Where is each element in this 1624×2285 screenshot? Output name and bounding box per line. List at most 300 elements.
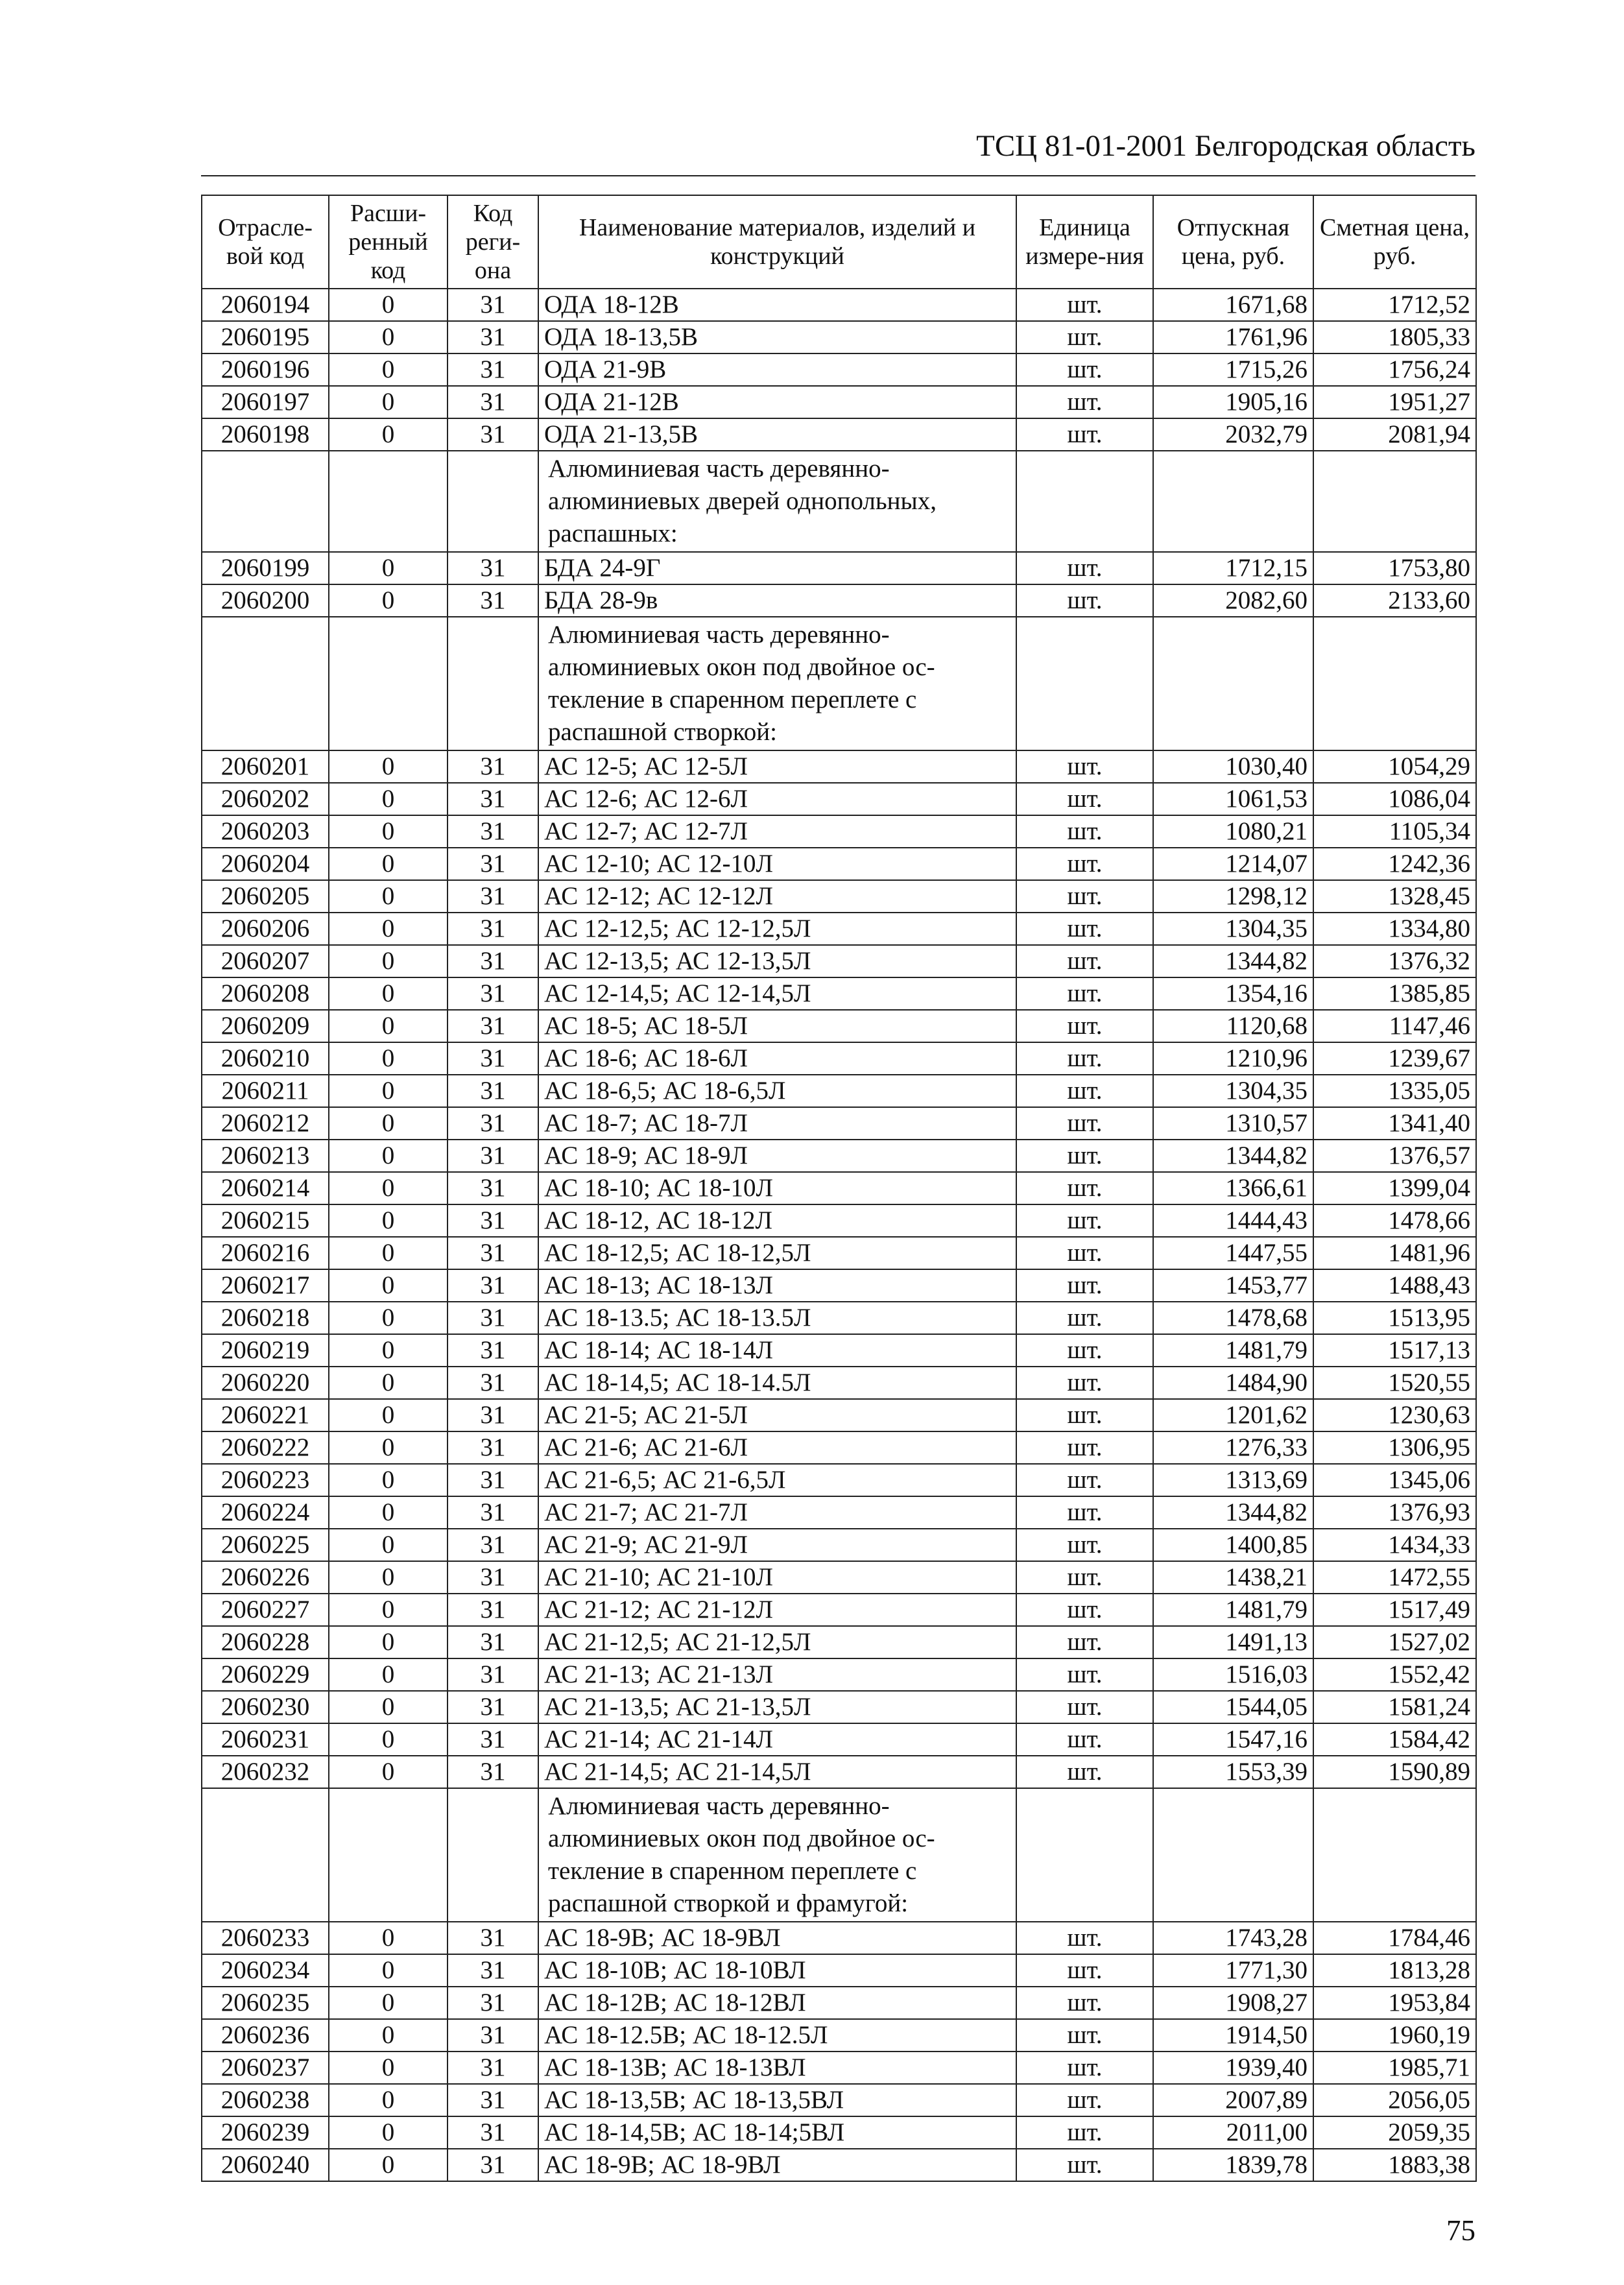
cell-code: 2060210 — [202, 1042, 329, 1075]
cell-name: АС 12-12; АС 12-12Л — [538, 880, 1016, 913]
cell-release-price: 1354,16 — [1153, 977, 1313, 1010]
table-row — [202, 552, 1476, 584]
cell-region-code: 31 — [448, 913, 538, 945]
cell-name: АС 21-14; АС 21-14Л — [538, 1723, 1016, 1756]
cell-release-price: 1120,68 — [1153, 1010, 1313, 1042]
cell-region-code: 31 — [448, 783, 538, 815]
cell-unit: шт. — [1016, 750, 1153, 783]
cell-name: АС 21-12,5; АС 21-12,5Л — [538, 1626, 1016, 1658]
table-row — [202, 418, 1476, 451]
cell-region-code: 31 — [448, 1042, 538, 1075]
empty-cell — [329, 1788, 448, 1922]
col-header-estimate-price: Сметная цена, руб. — [1313, 195, 1476, 289]
cell-region-code: 31 — [448, 353, 538, 386]
cell-estimate-price: 1883,38 — [1313, 2149, 1476, 2181]
table-row — [202, 1269, 1476, 1302]
empty-cell — [1153, 451, 1313, 552]
cell-code: 2060194 — [202, 289, 329, 321]
table-row — [202, 1496, 1476, 1529]
cell-region-code: 31 — [448, 1529, 538, 1561]
cell-region-code: 31 — [448, 815, 538, 848]
cell-release-price: 1481,79 — [1153, 1594, 1313, 1626]
table-row — [202, 848, 1476, 880]
cell-code: 2060239 — [202, 2116, 329, 2149]
table-row — [202, 2052, 1476, 2084]
cell-region-code: 31 — [448, 1756, 538, 1788]
cell-code: 2060225 — [202, 1529, 329, 1561]
cell-unit: шт. — [1016, 289, 1153, 321]
table-row — [202, 1691, 1476, 1723]
cell-estimate-price: 1472,55 — [1313, 1561, 1476, 1594]
table-row — [202, 750, 1476, 783]
cell-code: 2060216 — [202, 1237, 329, 1269]
cell-release-price: 1276,33 — [1153, 1431, 1313, 1464]
cell-release-price: 1444,43 — [1153, 1204, 1313, 1237]
cell-unit: шт. — [1016, 1561, 1153, 1594]
cell-estimate-price: 1147,46 — [1313, 1010, 1476, 1042]
table-row — [202, 1723, 1476, 1756]
empty-cell — [448, 1788, 538, 1922]
cell-name: АС 21-12; АС 21-12Л — [538, 1594, 1016, 1626]
cell-estimate-price: 1434,33 — [1313, 1529, 1476, 1561]
cell-name: АС 21-6; АС 21-6Л — [538, 1431, 1016, 1464]
cell-name: АС 21-13,5; АС 21-13,5Л — [538, 1691, 1016, 1723]
cell-name: ОДА 21-9В — [538, 353, 1016, 386]
cell-estimate-price: 1105,34 — [1313, 815, 1476, 848]
cell-name: АС 12-7; АС 12-7Л — [538, 815, 1016, 848]
table-row — [202, 1529, 1476, 1561]
empty-cell — [1313, 1788, 1476, 1922]
cell-unit: шт. — [1016, 815, 1153, 848]
cell-release-price: 1516,03 — [1153, 1658, 1313, 1691]
cell-name: АС 18-5; АС 18-5Л — [538, 1010, 1016, 1042]
cell-unit: шт. — [1016, 584, 1153, 617]
cell-code: 2060240 — [202, 2149, 329, 2181]
cell-region-code: 31 — [448, 584, 538, 617]
cell-release-price: 1304,35 — [1153, 913, 1313, 945]
cell-region-code: 31 — [448, 1464, 538, 1496]
table-row — [202, 321, 1476, 353]
cell-extended-code: 0 — [329, 1658, 448, 1691]
cell-extended-code: 0 — [329, 1723, 448, 1756]
cell-extended-code: 0 — [329, 353, 448, 386]
cell-estimate-price: 1488,43 — [1313, 1269, 1476, 1302]
table-row — [202, 880, 1476, 913]
cell-region-code: 31 — [448, 945, 538, 977]
cell-region-code: 31 — [448, 1723, 538, 1756]
cell-extended-code: 0 — [329, 1464, 448, 1496]
cell-estimate-price: 1517,13 — [1313, 1334, 1476, 1367]
cell-estimate-price: 1230,63 — [1313, 1399, 1476, 1431]
col-header-unit: Единица измере-ния — [1016, 195, 1153, 289]
cell-code: 2060206 — [202, 913, 329, 945]
cell-unit: шт. — [1016, 1594, 1153, 1626]
cell-release-price: 1447,55 — [1153, 1237, 1313, 1269]
cell-extended-code: 0 — [329, 848, 448, 880]
cell-extended-code: 0 — [329, 1561, 448, 1594]
cell-extended-code: 0 — [329, 1594, 448, 1626]
cell-name: БДА 28-9в — [538, 584, 1016, 617]
cell-unit: шт. — [1016, 1367, 1153, 1399]
cell-release-price: 1210,96 — [1153, 1042, 1313, 1075]
table-row — [202, 1140, 1476, 1172]
cell-extended-code: 0 — [329, 1075, 448, 1107]
col-header-region-code: Код реги-она — [448, 195, 538, 289]
cell-unit: шт. — [1016, 880, 1153, 913]
cell-region-code: 31 — [448, 880, 538, 913]
cell-estimate-price: 1376,93 — [1313, 1496, 1476, 1529]
cell-estimate-price: 1399,04 — [1313, 1172, 1476, 1204]
cell-release-price: 1080,21 — [1153, 815, 1313, 848]
table-row — [202, 1172, 1476, 1204]
cell-name: АС 21-6,5; АС 21-6,5Л — [538, 1464, 1016, 1496]
cell-unit: шт. — [1016, 1075, 1153, 1107]
cell-unit: шт. — [1016, 552, 1153, 584]
table-row — [202, 1302, 1476, 1334]
cell-unit: шт. — [1016, 2116, 1153, 2149]
cell-extended-code: 0 — [329, 1172, 448, 1204]
cell-code: 2060219 — [202, 1334, 329, 1367]
cell-estimate-price: 1328,45 — [1313, 880, 1476, 913]
cell-unit: шт. — [1016, 1464, 1153, 1496]
cell-region-code: 31 — [448, 1237, 538, 1269]
cell-region-code: 31 — [448, 1140, 538, 1172]
cell-unit: шт. — [1016, 1399, 1153, 1431]
cell-extended-code: 0 — [329, 552, 448, 584]
empty-cell — [329, 451, 448, 552]
table-row — [202, 1626, 1476, 1658]
cell-code: 2060235 — [202, 1987, 329, 2019]
cell-extended-code: 0 — [329, 1042, 448, 1075]
cell-name: АС 18-9В; АС 18-9ВЛ — [538, 2149, 1016, 2181]
table-row — [202, 2149, 1476, 2181]
cell-release-price: 1344,82 — [1153, 1140, 1313, 1172]
cell-estimate-price: 1813,28 — [1313, 1954, 1476, 1987]
cell-estimate-price: 2056,05 — [1313, 2084, 1476, 2116]
cell-estimate-price: 1805,33 — [1313, 321, 1476, 353]
cell-unit: шт. — [1016, 1042, 1153, 1075]
cell-name: АС 12-5; АС 12-5Л — [538, 750, 1016, 783]
cell-extended-code: 0 — [329, 1431, 448, 1464]
cell-estimate-price: 1086,04 — [1313, 783, 1476, 815]
table-row — [202, 1042, 1476, 1075]
cell-release-price: 1771,30 — [1153, 1954, 1313, 1987]
cell-name: АС 18-12В; АС 18-12ВЛ — [538, 1987, 1016, 2019]
cell-name: АС 18-14,5; АС 18-14.5Л — [538, 1367, 1016, 1399]
cell-region-code: 31 — [448, 2084, 538, 2116]
cell-unit: шт. — [1016, 1756, 1153, 1788]
cell-unit: шт. — [1016, 321, 1153, 353]
cell-region-code: 31 — [448, 848, 538, 880]
cell-extended-code: 0 — [329, 2116, 448, 2149]
cell-extended-code: 0 — [329, 1237, 448, 1269]
cell-region-code: 31 — [448, 2052, 538, 2084]
cell-region-code: 31 — [448, 1302, 538, 1334]
cell-code: 2060207 — [202, 945, 329, 977]
cell-extended-code: 0 — [329, 2052, 448, 2084]
cell-release-price: 1030,40 — [1153, 750, 1313, 783]
cell-region-code: 31 — [448, 1075, 538, 1107]
cell-unit: шт. — [1016, 1431, 1153, 1464]
table-header-row — [202, 195, 1476, 289]
cell-code: 2060203 — [202, 815, 329, 848]
col-header-release-price: Отпускная цена, руб. — [1153, 195, 1313, 289]
cell-code: 2060238 — [202, 2084, 329, 2116]
cell-region-code: 31 — [448, 1269, 538, 1302]
cell-region-code: 31 — [448, 1010, 538, 1042]
cell-code: 2060227 — [202, 1594, 329, 1626]
cell-name: АС 12-14,5; АС 12-14,5Л — [538, 977, 1016, 1010]
cell-name: ОДА 18-12В — [538, 289, 1016, 321]
cell-extended-code: 0 — [329, 913, 448, 945]
cell-unit: шт. — [1016, 1658, 1153, 1691]
table-body — [202, 289, 1476, 2181]
cell-name: АС 18-10В; АС 18-10ВЛ — [538, 1954, 1016, 1987]
cell-unit: шт. — [1016, 418, 1153, 451]
empty-cell — [329, 617, 448, 750]
cell-estimate-price: 1951,27 — [1313, 386, 1476, 418]
cell-release-price: 1671,68 — [1153, 289, 1313, 321]
table-row — [202, 2084, 1476, 2116]
cell-code: 2060230 — [202, 1691, 329, 1723]
cell-extended-code: 0 — [329, 1010, 448, 1042]
cell-unit: шт. — [1016, 783, 1153, 815]
cell-name: АС 12-13,5; АС 12-13,5Л — [538, 945, 1016, 977]
table-row — [202, 1075, 1476, 1107]
cell-unit: шт. — [1016, 1334, 1153, 1367]
cell-estimate-price: 1341,40 — [1313, 1107, 1476, 1140]
cell-extended-code: 0 — [329, 1922, 448, 1954]
cell-release-price: 1939,40 — [1153, 2052, 1313, 2084]
cell-extended-code: 0 — [329, 815, 448, 848]
cell-code: 2060231 — [202, 1723, 329, 1756]
cell-estimate-price: 1335,05 — [1313, 1075, 1476, 1107]
cell-name: АС 12-6; АС 12-6Л — [538, 783, 1016, 815]
cell-region-code: 31 — [448, 2116, 538, 2149]
cell-unit: шт. — [1016, 1954, 1153, 1987]
table-row — [202, 1431, 1476, 1464]
empty-cell — [1153, 617, 1313, 750]
col-header-name: Наименование материалов, изделий и конструкций — [538, 195, 1016, 289]
cell-code: 2060220 — [202, 1367, 329, 1399]
table-row — [202, 1204, 1476, 1237]
cell-name: АС 18-10; АС 18-10Л — [538, 1172, 1016, 1204]
cell-unit: шт. — [1016, 1626, 1153, 1658]
table-row — [202, 2019, 1476, 2052]
table-row — [202, 1010, 1476, 1042]
cell-release-price: 1481,79 — [1153, 1334, 1313, 1367]
cell-unit: шт. — [1016, 945, 1153, 977]
cell-code: 2060208 — [202, 977, 329, 1010]
cell-name: АС 18-12, АС 18-12Л — [538, 1204, 1016, 1237]
cell-name: АС 18-6; АС 18-6Л — [538, 1042, 1016, 1075]
empty-cell — [1313, 617, 1476, 750]
cell-name: АС 18-7; АС 18-7Л — [538, 1107, 1016, 1140]
table-row — [202, 913, 1476, 945]
table-row — [202, 1107, 1476, 1140]
cell-region-code: 31 — [448, 1107, 538, 1140]
cell-extended-code: 0 — [329, 1756, 448, 1788]
cell-estimate-price: 1306,95 — [1313, 1431, 1476, 1464]
table-row — [202, 1237, 1476, 1269]
cell-extended-code: 0 — [329, 386, 448, 418]
cell-estimate-price: 1385,85 — [1313, 977, 1476, 1010]
cell-release-price: 1310,57 — [1153, 1107, 1313, 1140]
cell-unit: шт. — [1016, 1302, 1153, 1334]
cell-code: 2060201 — [202, 750, 329, 783]
cell-extended-code: 0 — [329, 1204, 448, 1237]
cell-release-price: 1478,68 — [1153, 1302, 1313, 1334]
cell-region-code: 31 — [448, 386, 538, 418]
cell-name: АС 18-13.5; АС 18-13.5Л — [538, 1302, 1016, 1334]
cell-release-price: 2007,89 — [1153, 2084, 1313, 2116]
cell-region-code: 31 — [448, 1561, 538, 1594]
cell-extended-code: 0 — [329, 2084, 448, 2116]
cell-name: АС 18-12.5В; АС 18-12.5Л — [538, 2019, 1016, 2052]
cell-release-price: 2032,79 — [1153, 418, 1313, 451]
table-row — [202, 1399, 1476, 1431]
cell-unit: шт. — [1016, 1140, 1153, 1172]
table-row — [202, 1594, 1476, 1626]
cell-code: 2060218 — [202, 1302, 329, 1334]
cell-name: ОДА 18-13,5В — [538, 321, 1016, 353]
cell-name: АС 18-9; АС 18-9Л — [538, 1140, 1016, 1172]
cell-unit: шт. — [1016, 2149, 1153, 2181]
cell-code: 2060224 — [202, 1496, 329, 1529]
cell-code: 2060223 — [202, 1464, 329, 1496]
cell-extended-code: 0 — [329, 977, 448, 1010]
cell-region-code: 31 — [448, 2019, 538, 2052]
cell-release-price: 1908,27 — [1153, 1987, 1313, 2019]
cell-extended-code: 0 — [329, 1140, 448, 1172]
cell-estimate-price: 1478,66 — [1313, 1204, 1476, 1237]
cell-unit: шт. — [1016, 1237, 1153, 1269]
cell-estimate-price: 1517,49 — [1313, 1594, 1476, 1626]
cell-estimate-price: 1590,89 — [1313, 1756, 1476, 1788]
cell-release-price: 1061,53 — [1153, 783, 1313, 815]
cell-estimate-price: 1985,71 — [1313, 2052, 1476, 2084]
cell-code: 2060213 — [202, 1140, 329, 1172]
cell-extended-code: 0 — [329, 1496, 448, 1529]
cell-estimate-price: 1345,06 — [1313, 1464, 1476, 1496]
cell-unit: шт. — [1016, 2084, 1153, 2116]
cell-region-code: 31 — [448, 1172, 538, 1204]
cell-extended-code: 0 — [329, 945, 448, 977]
cell-estimate-price: 1239,67 — [1313, 1042, 1476, 1075]
cell-code: 2060204 — [202, 848, 329, 880]
cell-region-code: 31 — [448, 1594, 538, 1626]
cell-release-price: 1400,85 — [1153, 1529, 1313, 1561]
cell-release-price: 1313,69 — [1153, 1464, 1313, 1496]
cell-region-code: 31 — [448, 750, 538, 783]
cell-code: 2060209 — [202, 1010, 329, 1042]
cell-name: АС 18-14,5В; АС 18-14;5ВЛ — [538, 2116, 1016, 2149]
cell-name: АС 18-12,5; АС 18-12,5Л — [538, 1237, 1016, 1269]
cell-code: 2060199 — [202, 552, 329, 584]
cell-code: 2060196 — [202, 353, 329, 386]
cell-estimate-price: 1513,95 — [1313, 1302, 1476, 1334]
cell-code: 2060232 — [202, 1756, 329, 1788]
cell-release-price: 1914,50 — [1153, 2019, 1313, 2052]
col-header-extended-code: Расши-ренный код — [329, 195, 448, 289]
table-row — [202, 815, 1476, 848]
cell-code: 2060226 — [202, 1561, 329, 1594]
cell-unit: шт. — [1016, 977, 1153, 1010]
cell-code: 2060212 — [202, 1107, 329, 1140]
cell-release-price: 1715,26 — [1153, 353, 1313, 386]
table-row — [202, 1756, 1476, 1788]
cell-name: ОДА 21-12В — [538, 386, 1016, 418]
cell-release-price: 1553,39 — [1153, 1756, 1313, 1788]
cell-release-price: 1484,90 — [1153, 1367, 1313, 1399]
empty-cell — [1016, 451, 1153, 552]
cell-extended-code: 0 — [329, 2149, 448, 2181]
cell-release-price: 1905,16 — [1153, 386, 1313, 418]
cell-unit: шт. — [1016, 1010, 1153, 1042]
table-row — [202, 1464, 1476, 1496]
empty-cell — [202, 1788, 329, 1922]
cell-estimate-price: 1552,42 — [1313, 1658, 1476, 1691]
table-row — [202, 353, 1476, 386]
empty-cell — [448, 617, 538, 750]
cell-name: АС 21-10; АС 21-10Л — [538, 1561, 1016, 1594]
cell-code: 2060214 — [202, 1172, 329, 1204]
cell-release-price: 1438,21 — [1153, 1561, 1313, 1594]
cell-region-code: 31 — [448, 1204, 538, 1237]
empty-cell — [202, 617, 329, 750]
cell-unit: шт. — [1016, 1107, 1153, 1140]
cell-estimate-price: 1953,84 — [1313, 1987, 1476, 2019]
cell-extended-code: 0 — [329, 1626, 448, 1658]
cell-code: 2060195 — [202, 321, 329, 353]
cell-code: 2060229 — [202, 1658, 329, 1691]
cell-extended-code: 0 — [329, 1107, 448, 1140]
page-number: 75 — [1446, 2214, 1475, 2247]
cell-estimate-price: 1527,02 — [1313, 1626, 1476, 1658]
cell-unit: шт. — [1016, 353, 1153, 386]
cell-name: АС 18-9В; АС 18-9ВЛ — [538, 1922, 1016, 1954]
cell-estimate-price: 2081,94 — [1313, 418, 1476, 451]
cell-release-price: 1214,07 — [1153, 848, 1313, 880]
cell-name: АС 21-9; АС 21-9Л — [538, 1529, 1016, 1561]
cell-region-code: 31 — [448, 289, 538, 321]
section-row — [202, 1788, 1476, 1922]
cell-unit: шт. — [1016, 2052, 1153, 2084]
cell-release-price: 2082,60 — [1153, 584, 1313, 617]
cell-unit: шт. — [1016, 1496, 1153, 1529]
table-row — [202, 1367, 1476, 1399]
section-title: Алюминиевая часть деревянно-алюминиевых окон под двойное ос-текление в спаренном переплете с распашной створкой: — [538, 617, 1016, 750]
cell-estimate-price: 1376,32 — [1313, 945, 1476, 977]
table-row — [202, 1987, 1476, 2019]
cell-release-price: 1712,15 — [1153, 552, 1313, 584]
cell-release-price: 1344,82 — [1153, 1496, 1313, 1529]
empty-cell — [1016, 617, 1153, 750]
cell-extended-code: 0 — [329, 2019, 448, 2052]
cell-extended-code: 0 — [329, 418, 448, 451]
cell-region-code: 31 — [448, 1658, 538, 1691]
table-row — [202, 584, 1476, 617]
cell-region-code: 31 — [448, 1399, 538, 1431]
cell-code: 2060221 — [202, 1399, 329, 1431]
cell-region-code: 31 — [448, 1367, 538, 1399]
table-row — [202, 1658, 1476, 1691]
cell-code: 2060198 — [202, 418, 329, 451]
cell-code: 2060200 — [202, 584, 329, 617]
cell-name: АС 21-7; АС 21-7Л — [538, 1496, 1016, 1529]
cell-unit: шт. — [1016, 2019, 1153, 2052]
cell-estimate-price: 1581,24 — [1313, 1691, 1476, 1723]
